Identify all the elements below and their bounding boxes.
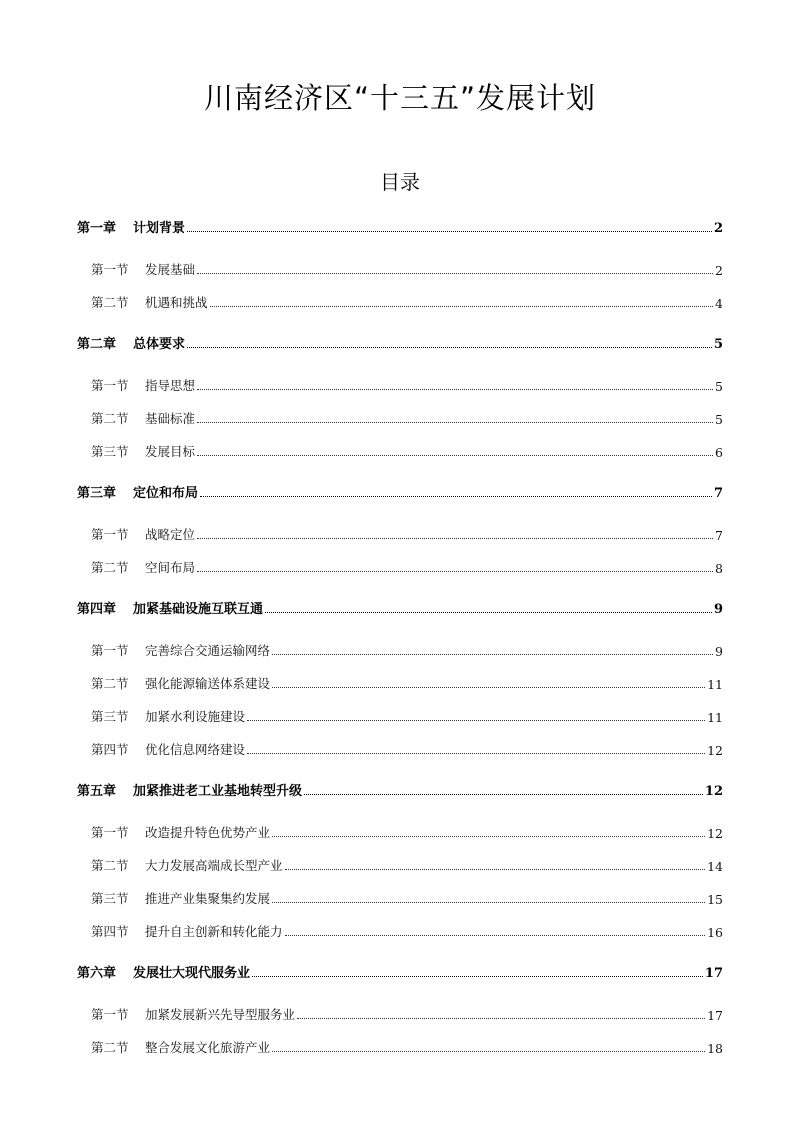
- toc-entry-chapter[interactable]: [77, 779, 723, 799]
- toc-page: 16: [707, 925, 723, 940]
- toc-entry-section[interactable]: [91, 523, 723, 543]
- dot-leader: [197, 422, 713, 423]
- toc-number: 第二章: [77, 337, 117, 352]
- toc-number: 第二节: [91, 560, 129, 575]
- toc-page: 5: [715, 379, 723, 394]
- toc-entry-section[interactable]: [91, 556, 723, 576]
- toc-number: 第四节: [91, 924, 129, 939]
- dot-leader: [285, 935, 706, 936]
- toc-page: 5: [715, 412, 723, 427]
- toc-entry-section[interactable]: [91, 705, 723, 725]
- toc-entry-chapter[interactable]: [77, 481, 723, 501]
- toc-page: 4: [715, 296, 723, 311]
- toc-number: 第二节: [91, 295, 129, 310]
- toc-title: 计划背景: [133, 221, 186, 236]
- toc-page: 12: [707, 743, 723, 758]
- toc-entry-section[interactable]: [91, 440, 723, 460]
- toc-page: 2: [715, 263, 723, 278]
- toc-page: 15: [707, 892, 723, 907]
- toc-entry-section[interactable]: [91, 821, 723, 841]
- toc-number: 第二节: [91, 411, 129, 426]
- toc-page: 14: [707, 859, 723, 874]
- toc-title: 完善综合交通运输网络: [145, 643, 271, 658]
- toc-page: 12: [704, 784, 723, 799]
- toc-entry-section[interactable]: [91, 854, 723, 874]
- toc-entry-chapter[interactable]: [77, 332, 723, 352]
- toc-entry-section[interactable]: [91, 672, 723, 692]
- dot-leader: [197, 538, 713, 539]
- toc-number: 第一节: [91, 643, 129, 658]
- toc-title: 提升自主创新和转化能力: [145, 924, 283, 939]
- toc-page: 12: [707, 826, 723, 841]
- dot-leader: [297, 1018, 705, 1019]
- toc-number: 第二节: [91, 858, 129, 873]
- toc-number: 第三节: [91, 891, 129, 906]
- toc-number: 第一节: [91, 1007, 129, 1022]
- dot-leader: [272, 687, 705, 688]
- toc-page: 5: [713, 337, 723, 352]
- document-title: 川南经济区“十三五”发展计划: [203, 81, 597, 115]
- toc-number: 第三章: [77, 486, 117, 501]
- toc-entry-section[interactable]: [91, 291, 723, 311]
- dot-leader: [197, 273, 713, 274]
- toc-title: 优化信息网络建设: [145, 742, 246, 757]
- toc-page: 9: [715, 644, 723, 659]
- toc-page: 6: [715, 445, 723, 460]
- dot-leader: [187, 347, 712, 348]
- toc-number: 第二节: [91, 676, 129, 691]
- toc-number: 第一节: [91, 378, 129, 393]
- toc-entry-section[interactable]: [91, 407, 723, 427]
- toc-heading: 目录: [380, 170, 420, 194]
- toc-entry-section[interactable]: [91, 738, 723, 758]
- toc-page: 11: [707, 677, 723, 692]
- dot-leader: [187, 231, 712, 232]
- dot-leader: [272, 1051, 705, 1052]
- dot-leader: [265, 612, 712, 613]
- toc-title: 加紧发展新兴先导型服务业: [145, 1007, 296, 1022]
- toc-title: 加紧推进老工业基地转型升级: [133, 784, 303, 799]
- toc-entry-section[interactable]: [91, 920, 723, 940]
- toc-number: 第六章: [77, 966, 117, 981]
- toc-entry-section[interactable]: [91, 374, 723, 394]
- toc-page: 17: [704, 966, 723, 981]
- dot-leader: [285, 869, 706, 870]
- toc-number: 第一节: [91, 825, 129, 840]
- toc-entry-section[interactable]: [91, 258, 723, 278]
- toc-title: 基础标准: [145, 411, 196, 426]
- toc-title: 加紧基础设施互联互通: [133, 602, 264, 617]
- dot-leader: [197, 389, 713, 390]
- toc-title: 发展壮大现代服务业: [133, 966, 251, 981]
- toc-entry-section[interactable]: [91, 639, 723, 659]
- dot-leader: [247, 720, 705, 721]
- dot-leader: [272, 654, 713, 655]
- toc-page: 7: [715, 528, 723, 543]
- toc-title: 改造提升特色优势产业: [145, 825, 271, 840]
- toc-title: 战略定位: [145, 527, 196, 542]
- toc-title: 总体要求: [133, 337, 186, 352]
- dot-leader: [272, 902, 705, 903]
- dot-leader: [200, 496, 712, 497]
- toc-page: 2: [713, 221, 723, 236]
- toc-title: 整合发展文化旅游产业: [145, 1040, 271, 1055]
- toc-title: 机遇和挑战: [145, 295, 208, 310]
- toc-entry-section[interactable]: [91, 1003, 723, 1023]
- toc-title: 大力发展高端成长型产业: [145, 858, 283, 873]
- dot-leader: [210, 306, 713, 307]
- toc-entry-chapter[interactable]: [77, 216, 723, 236]
- toc-title: 发展基础: [145, 262, 196, 277]
- toc-page: 9: [713, 602, 723, 617]
- dot-leader: [197, 571, 713, 572]
- dot-leader: [197, 455, 713, 456]
- toc-number: 第四章: [77, 602, 117, 617]
- dot-leader: [247, 753, 705, 754]
- toc-page: 18: [707, 1041, 723, 1056]
- toc-entry-chapter[interactable]: [77, 961, 723, 981]
- toc-number: 第三节: [91, 709, 129, 724]
- toc-page: 11: [707, 710, 723, 725]
- toc-entry-section[interactable]: [91, 887, 723, 907]
- toc-title: 推进产业集聚集约发展: [145, 891, 271, 906]
- toc-title: 定位和布局: [133, 486, 199, 501]
- toc-title: 加紧水利设施建设: [145, 709, 246, 724]
- toc-title: 强化能源输送体系建设: [145, 676, 271, 691]
- toc-number: 第一节: [91, 262, 129, 277]
- dot-leader: [272, 836, 705, 837]
- toc-page: 7: [713, 486, 723, 501]
- toc-number: 第三节: [91, 444, 129, 459]
- toc-entry-section[interactable]: [91, 1036, 723, 1056]
- toc-entry-chapter[interactable]: [77, 597, 723, 617]
- toc-title: 空间布局: [145, 560, 196, 575]
- toc-number: 第二节: [91, 1040, 129, 1055]
- toc-page: 17: [707, 1008, 723, 1023]
- dot-leader: [252, 976, 703, 977]
- toc-title: 发展目标: [145, 444, 196, 459]
- dot-leader: [304, 794, 703, 795]
- toc-number: 第五章: [77, 784, 117, 799]
- toc-number: 第一章: [77, 221, 117, 236]
- toc-title: 指导思想: [145, 378, 196, 393]
- toc-number: 第一节: [91, 527, 129, 542]
- toc-number: 第四节: [91, 742, 129, 757]
- toc-page: 8: [715, 561, 723, 576]
